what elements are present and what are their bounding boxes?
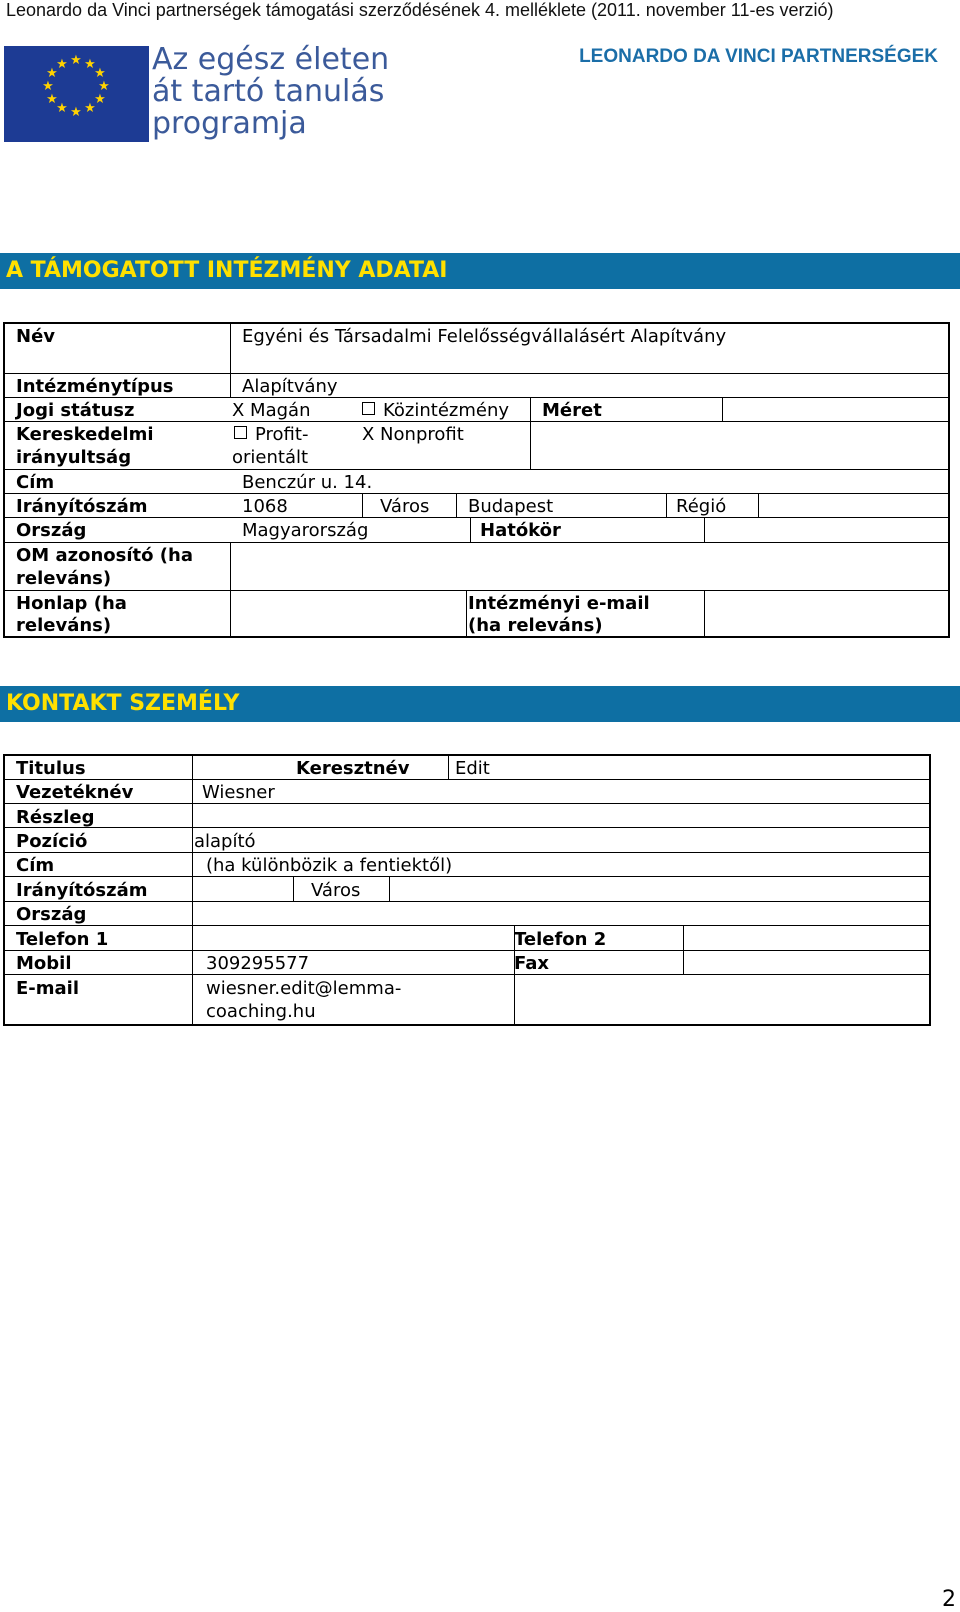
- value-cim: Benczúr u. 14.: [242, 472, 373, 493]
- label-reszleg: Részleg: [16, 807, 95, 828]
- value-vezeteknev: Wiesner: [202, 782, 275, 803]
- label-contact-orszag: Ország: [16, 904, 87, 925]
- svg-text:★: ★: [70, 53, 82, 68]
- option-profit-line2: orientált: [232, 447, 309, 468]
- svg-text:★: ★: [46, 66, 58, 81]
- label-mobil: Mobil: [16, 953, 72, 974]
- label-contact-iranyitoszam: Irányítószám: [16, 880, 148, 901]
- label-orszag: Ország: [16, 520, 87, 541]
- svg-text:★: ★: [46, 92, 58, 107]
- label-iranyitoszam: Irányítószám: [16, 496, 148, 517]
- eu-flag-logo: [4, 46, 149, 142]
- institution-section-bar: [0, 253, 960, 289]
- label-keresztnev: Keresztnév: [296, 758, 410, 779]
- svg-text:★: ★: [84, 57, 96, 72]
- label-titulus: Titulus: [16, 758, 86, 779]
- label-jogi-statusz: Jogi státusz: [16, 400, 135, 421]
- option-nonprofit: X Nonprofit: [362, 424, 464, 445]
- svg-text:★: ★: [94, 92, 106, 107]
- value-pozicio: alapító: [194, 831, 256, 852]
- label-contact-varos: Város: [311, 880, 361, 901]
- label-telefon1: Telefon 1: [16, 929, 109, 950]
- label-fax: Fax: [514, 953, 549, 974]
- label-contact-cim: Cím: [16, 855, 55, 876]
- program-title: LEONARDO DA VINCI PARTNERSÉGEK: [579, 46, 938, 67]
- label-honlap: Honlap (ha: [16, 593, 127, 614]
- svg-text:★: ★: [42, 79, 54, 94]
- label-vezeteknev: Vezetéknév: [16, 782, 134, 803]
- logo-line-3: programja: [152, 106, 307, 141]
- logo-line-2: át tartó tanulás: [152, 74, 385, 109]
- program-logo-text: [152, 44, 389, 140]
- option-profit-label: Profit-: [255, 424, 309, 445]
- checkbox-kozintezmeny-icon: [362, 402, 375, 415]
- label-email: E-mail: [16, 978, 80, 999]
- label-kereskedelmi: Kereskedelmi: [16, 424, 154, 445]
- label-intezmenytipus: Intézménytípus: [16, 376, 174, 397]
- value-orszag: Magyarország: [242, 520, 369, 541]
- contact-section-bar: [0, 686, 960, 722]
- value-email-line2: coaching.hu: [206, 1001, 316, 1022]
- option-kozintezmeny-label: Közintézmény: [383, 400, 510, 421]
- svg-text:★: ★: [70, 105, 82, 120]
- label-om-azonosito: OM azonosító (ha: [16, 545, 193, 566]
- svg-text:★: ★: [84, 101, 96, 116]
- checkbox-profit-icon: [234, 426, 247, 439]
- value-iranyitoszam: 1068: [242, 496, 288, 517]
- value-intezmenytipus: Alapítvány: [242, 376, 338, 397]
- label-pozicio: Pozíció: [16, 831, 88, 852]
- page-number: 2: [942, 1587, 956, 1612]
- option-magan: X Magán: [232, 400, 311, 421]
- option-profit: [234, 423, 308, 446]
- value-mobil: 309295577: [206, 953, 310, 974]
- label-varos: Város: [380, 496, 430, 517]
- svg-text:★: ★: [56, 57, 68, 72]
- label-meret: Méret: [542, 400, 602, 421]
- label-intezmenyi-email: Intézményi e-mail: [468, 593, 650, 614]
- label-hatokor: Hatókör: [480, 520, 561, 541]
- option-kozintezmeny: [362, 399, 509, 422]
- label-honlap-line2: releváns): [16, 615, 112, 636]
- eu-stars-icon: [4, 46, 149, 142]
- value-keresztnev: Edit: [455, 758, 490, 779]
- contact-section-title: KONTAKT SZEMÉLY: [6, 691, 240, 716]
- note-contact-cim: (ha különbözik a fentiektől): [206, 855, 453, 876]
- institution-section-title: A TÁMOGATOTT INTÉZMÉNY ADATAI: [6, 258, 448, 283]
- label-telefon2: Telefon 2: [514, 929, 607, 950]
- label-intezmenyi-email-line2: (ha releváns): [468, 615, 603, 636]
- svg-text:★: ★: [98, 79, 110, 94]
- value-nev: Egyéni és Társadalmi Felelősségvállalásért Alapítvány: [242, 326, 727, 347]
- svg-text:★: ★: [94, 66, 106, 81]
- label-iranyultsag: irányultság: [16, 447, 132, 468]
- logo-line-1: Az egész életen: [152, 42, 390, 77]
- label-nev: Név: [16, 326, 56, 347]
- value-email: wiesner.edit@lemma-: [206, 978, 402, 999]
- svg-text:★: ★: [56, 101, 68, 116]
- value-varos: Budapest: [468, 496, 554, 517]
- label-cim: Cím: [16, 472, 55, 493]
- label-regio: Régió: [676, 496, 727, 517]
- running-header: Leonardo da Vinci partnerségek támogatási szerződésének 4. melléklete (2011. november 11-es verzió): [6, 0, 834, 20]
- label-om-azonosito-line2: releváns): [16, 568, 112, 589]
